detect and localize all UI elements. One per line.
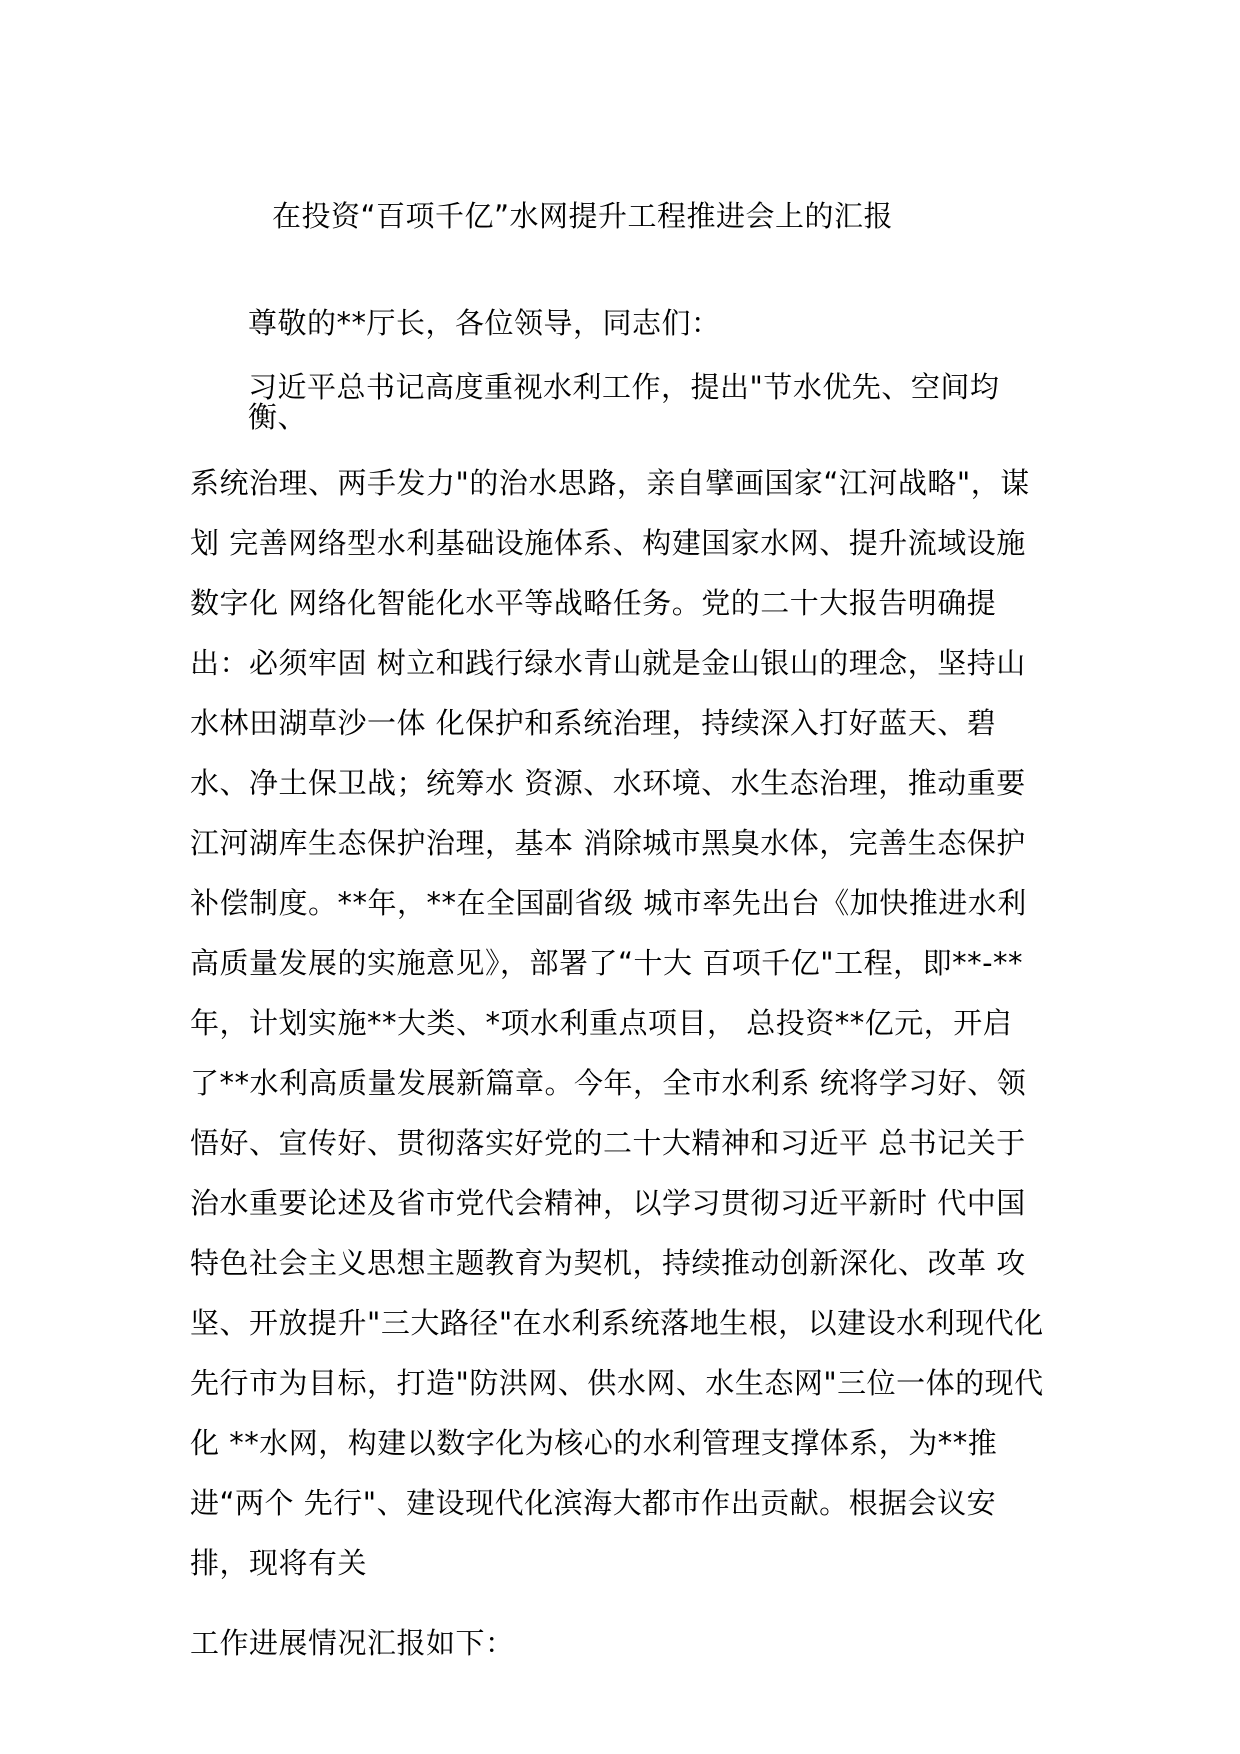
body-line: 水、净土保卫战；统筹水 资源、水环境、水生态治理，推动重要 bbox=[190, 766, 1026, 800]
body-line: 了**水利高质量发展新篇章。今年，全市水利系 统将学习好、领 bbox=[190, 1066, 1027, 1100]
body-line: 进“两个 先行"、建设现代化滨海大都市作出贡献。根据会议安 bbox=[190, 1486, 997, 1520]
body-line: 先行市为目标，打造"防洪网、供水网、水生态网"三位一体的现代 bbox=[190, 1366, 1044, 1400]
body-line: 划 完善网络型水利基础设施体系、构建国家水网、提升流域设施 bbox=[190, 526, 1026, 560]
document-title: 在投资“百项千亿”水网提升工程推进会上的汇报 bbox=[272, 199, 894, 233]
body-line: 出：必须牢固 树立和践行绿水青山就是金山银山的理念，坚持山 bbox=[190, 646, 1026, 680]
body-line: 高质量发展的实施意见》，部署了“十大 百项千亿"工程，即**-** bbox=[190, 946, 1024, 980]
body-line: 悟好、宣传好、贯彻落实好党的二十大精神和习近平 总书记关于 bbox=[190, 1126, 1026, 1160]
body-line: 习近平总书记高度重视水利工作，提出"节水优先、空间均 bbox=[248, 370, 1000, 404]
body-line: 年，计划实施**大类、*项水利重点项目， 总投资**亿元，开启 bbox=[190, 1006, 1013, 1040]
body-line: 特色社会主义思想主题教育为契机，持续推动创新深化、改革 攻 bbox=[190, 1246, 1026, 1280]
body-line: 数字化 网络化智能化水平等战略任务。党的二十大报告明确提 bbox=[190, 586, 997, 620]
body-line: 补偿制度。**年，**在全国副省级 城市率先出台《加快推进水利 bbox=[190, 886, 1027, 920]
body-line: 坚、开放提升"三大路径"在水利系统落地生根，以建设水利现代化 bbox=[190, 1306, 1044, 1340]
body-line: 江河湖库生态保护治理，基本 消除城市黑臭水体，完善生态保护 bbox=[190, 826, 1026, 860]
body-line: 工作进展情况汇报如下： bbox=[190, 1626, 515, 1660]
body-line: 水林田湖草沙一体 化保护和系统治理，持续深入打好蓝天、碧 bbox=[190, 706, 997, 740]
salutation: 尊敬的**厅长，各位领导，同志们： bbox=[248, 306, 721, 340]
body-line: 衡、 bbox=[248, 400, 308, 434]
body-line: 治水重要论述及省市党代会精神，以学习贯彻习近平新时 代中国 bbox=[190, 1186, 1026, 1220]
body-line: 化 **水网，构建以数字化为核心的水利管理支撑体系，为**推 bbox=[190, 1426, 998, 1460]
body-line: 排，现将有关 bbox=[190, 1546, 368, 1580]
body-line: 系统治理、两手发力"的治水思路，亲自擘画国家“江河战略"，谋 bbox=[190, 466, 1030, 500]
